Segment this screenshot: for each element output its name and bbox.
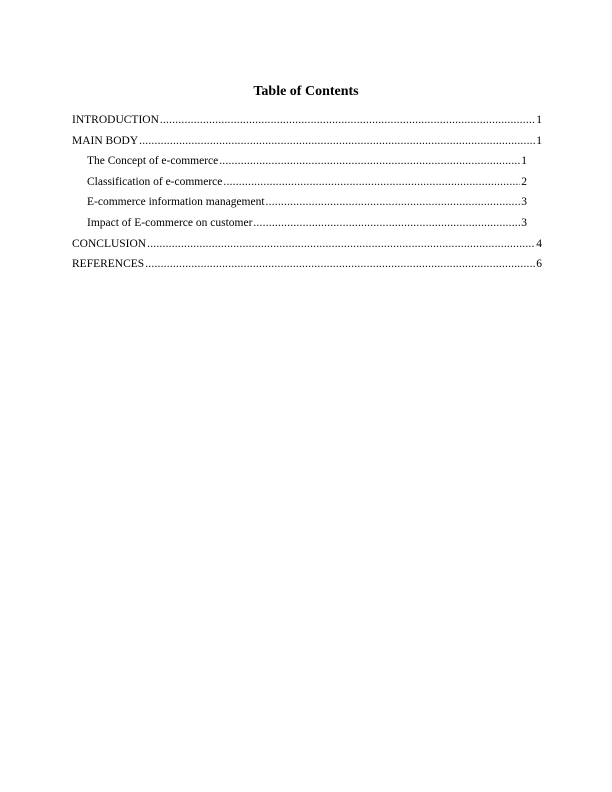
- dot-leader: [266, 195, 521, 209]
- toc-entry-classification-of-ecommerce[interactable]: [72, 175, 542, 196]
- toc-entry-page-number: 1: [521, 155, 527, 168]
- dot-leader: [145, 257, 535, 271]
- dot-leader: [147, 237, 535, 251]
- toc-entry-label: Classification of e-commerce: [87, 175, 223, 188]
- toc-entry-ecommerce-information-management[interactable]: [72, 195, 542, 216]
- toc-title: Table of Contents: [253, 84, 359, 99]
- toc-entry-page-number: 3: [521, 196, 527, 209]
- toc-entry-page-number: 1: [536, 114, 542, 126]
- toc-list: [72, 113, 542, 278]
- toc-entry-label: E-commerce information management: [87, 196, 265, 209]
- toc-entry-page-number: 3: [521, 216, 527, 229]
- toc-entry-introduction[interactable]: [72, 113, 542, 134]
- toc-entry-impact-on-customer[interactable]: [72, 216, 542, 237]
- toc-entry-page-number: 4: [536, 237, 542, 250]
- toc-entry-label: REFERENCES: [72, 258, 145, 271]
- toc-entry-label: CONCLUSION: [72, 237, 147, 250]
- toc-entry-label: MAIN BODY: [72, 134, 139, 147]
- dot-leader: [160, 113, 535, 127]
- toc-entry-page-number: 6: [536, 258, 542, 271]
- dot-leader: [139, 134, 535, 148]
- toc-entry-concept-of-ecommerce[interactable]: [72, 154, 542, 175]
- dot-leader: [219, 154, 520, 168]
- dot-leader: [253, 216, 520, 230]
- toc-entry-label: The Concept of e-commerce: [87, 155, 219, 168]
- toc-entry-references[interactable]: [72, 257, 542, 278]
- toc-entry-main-body[interactable]: [72, 134, 542, 155]
- dot-leader: [223, 175, 520, 189]
- toc-entry-page-number: 2: [521, 175, 527, 188]
- toc-entry-label: Impact of E-commerce on customer: [87, 216, 253, 229]
- toc-entry-conclusion[interactable]: [72, 237, 542, 258]
- toc-entry-page-number: 1: [536, 134, 542, 147]
- toc-entry-label: INTRODUCTION: [72, 114, 159, 126]
